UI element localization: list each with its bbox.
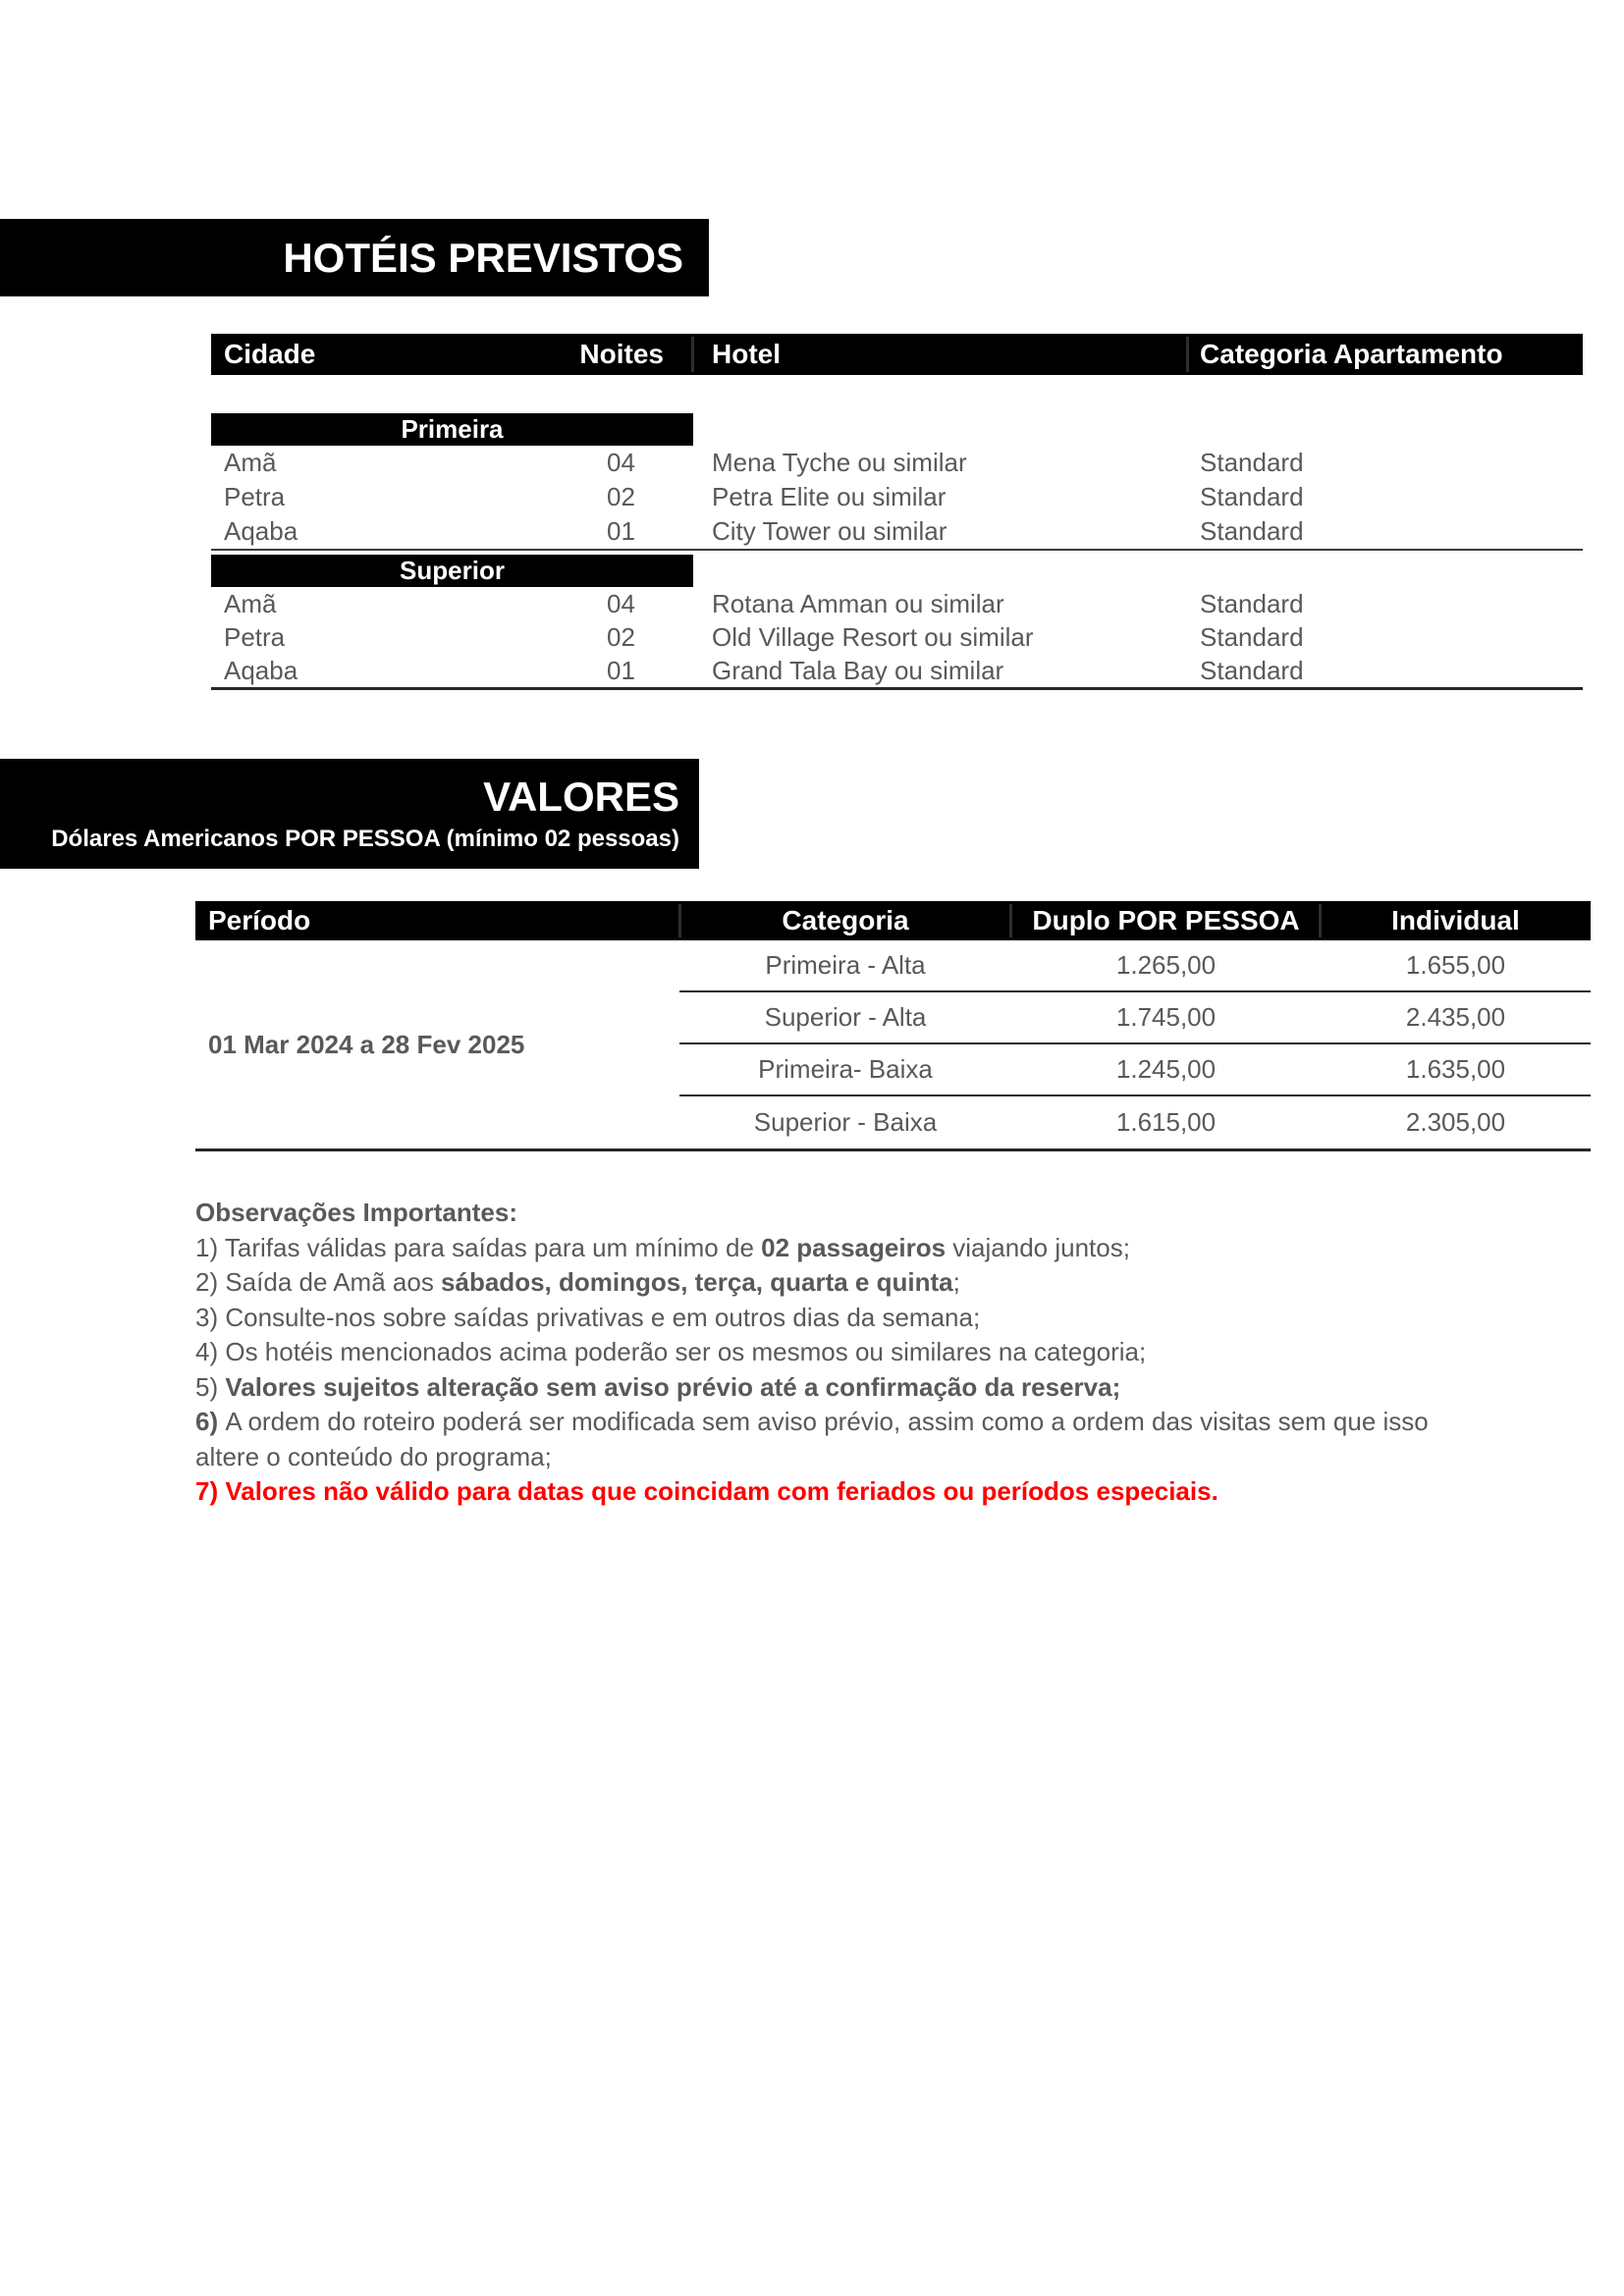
cell-cidade: Aqaba — [224, 655, 298, 685]
cell-categoria: Standard — [1200, 516, 1304, 546]
table-row — [211, 514, 1583, 549]
table-row — [211, 654, 1583, 687]
cell-individual: 2.435,00 — [1405, 1002, 1506, 1032]
cell-categoria: Standard — [1200, 482, 1304, 511]
price-row — [679, 940, 1591, 992]
cell-noites: 02 — [607, 482, 635, 511]
cell-cidade: Petra — [224, 621, 286, 652]
cell-duplo: 1.265,00 — [1115, 950, 1217, 980]
cell-duplo: 1.245,00 — [1115, 1054, 1217, 1084]
cell-hotel: Petra Elite ou similar — [712, 482, 947, 511]
prices-table-body — [195, 940, 1591, 1151]
cell-categoria: Standard — [1200, 655, 1304, 685]
cell-noites: 01 — [607, 516, 635, 546]
observation-line: 3) Consulte-nos sobre saídas privativas e em outros dias da semana; — [195, 1302, 981, 1332]
cell-noites: 04 — [607, 448, 635, 477]
header-divider — [1009, 904, 1012, 937]
section-superior-rows — [211, 587, 1583, 690]
section-bar-superior: Superior — [211, 555, 693, 587]
observation-line-alert: 7) Valores não válido para datas que coincidam com feriados ou períodos especiais. — [195, 1476, 1218, 1506]
observations-title: Observações Importantes: — [195, 1198, 518, 1227]
table-row — [211, 480, 1583, 514]
cell-categoria: Superior - Alta — [764, 1002, 927, 1032]
header-periodo: Período — [208, 905, 311, 935]
price-row — [679, 1044, 1591, 1096]
prices-table-header — [195, 901, 1591, 940]
observation-line: 6) A ordem do roteiro poderá ser modificada sem aviso prévio, assim como a ordem das visitas sem que isso — [195, 1407, 1429, 1436]
header-noites: Noites — [579, 339, 664, 369]
header-categoria-apartamento: Categoria Apartamento — [1200, 339, 1503, 369]
cell-individual: 1.655,00 — [1405, 950, 1506, 980]
cell-noites: 02 — [607, 621, 635, 652]
cell-noites: 01 — [607, 655, 635, 685]
price-rows — [679, 940, 1591, 1148]
hoteis-previstos-title: HOTÉIS PREVISTOS — [283, 235, 683, 281]
cell-cidade: Aqaba — [224, 516, 298, 546]
price-row — [679, 992, 1591, 1044]
section-bar-primeira: Primeira — [211, 413, 693, 446]
table-row — [211, 587, 1583, 620]
header-divider — [1186, 337, 1189, 372]
cell-hotel: Grand Tala Bay ou similar — [712, 655, 1004, 685]
header-cidade: Cidade — [224, 339, 316, 369]
table-row — [211, 446, 1583, 480]
header-categoria: Categoria — [782, 905, 909, 935]
cell-categoria: Primeira- Baixa — [758, 1054, 933, 1084]
table-row — [211, 620, 1583, 654]
observations — [195, 1196, 1429, 1510]
hotels-table — [211, 334, 1583, 690]
header-duplo-por-pessoa: Duplo POR PESSOA — [1032, 905, 1300, 935]
cell-cidade: Amã — [224, 448, 277, 477]
valores-subtitle: Dólares Americanos POR PESSOA (mínimo 02 pessoas) — [51, 826, 679, 852]
observation-line: altere o conteúdo do programa; — [195, 1441, 552, 1471]
cell-hotel: Old Village Resort ou similar — [712, 621, 1034, 652]
header-divider — [1319, 904, 1322, 937]
cell-categoria: Superior - Baixa — [753, 1107, 938, 1137]
cell-periodo: 01 Mar 2024 a 28 Fev 2025 — [208, 1029, 525, 1059]
price-row — [679, 1096, 1591, 1148]
cell-hotel: City Tower ou similar — [712, 516, 947, 546]
cell-duplo: 1.745,00 — [1115, 1002, 1217, 1032]
hoteis-previstos-banner — [0, 219, 709, 296]
valores-banner — [0, 759, 699, 869]
cell-categoria: Standard — [1200, 588, 1304, 618]
observation-line: 5) Valores sujeitos alteração sem aviso prévio até a confirmação da reserva; — [195, 1371, 1121, 1402]
cell-categoria: Standard — [1200, 621, 1304, 652]
hotels-table-header — [211, 334, 1583, 375]
cell-hotel: Rotana Amman ou similar — [712, 588, 1004, 618]
observation-line: 1) Tarifas válidas para saídas para um mínimo de 02 passageiros viajando juntos; — [195, 1232, 1130, 1262]
cell-individual: 1.635,00 — [1405, 1054, 1506, 1084]
prices-table — [195, 901, 1591, 1151]
cell-individual: 2.305,00 — [1405, 1107, 1506, 1137]
cell-duplo: 1.615,00 — [1115, 1107, 1217, 1137]
observation-line: 4) Os hotéis mencionados acima poderão ser os mesmos ou similares na categoria; — [195, 1337, 1147, 1366]
cell-noites: 04 — [607, 588, 635, 618]
header-divider — [691, 337, 694, 372]
observation-line: 2) Saída de Amã aos sábados, domingos, terça, quarta e quinta; — [195, 1267, 960, 1297]
valores-title: VALORES — [483, 774, 679, 820]
cell-cidade: Amã — [224, 588, 277, 618]
section-primeira-rows — [211, 446, 1583, 551]
header-divider — [678, 904, 681, 937]
cell-categoria: Standard — [1200, 448, 1304, 477]
cell-categoria: Primeira - Alta — [765, 950, 926, 980]
header-hotel: Hotel — [712, 339, 781, 369]
cell-cidade: Petra — [224, 482, 286, 511]
cell-hotel: Mena Tyche ou similar — [712, 448, 967, 477]
header-individual: Individual — [1391, 905, 1520, 935]
